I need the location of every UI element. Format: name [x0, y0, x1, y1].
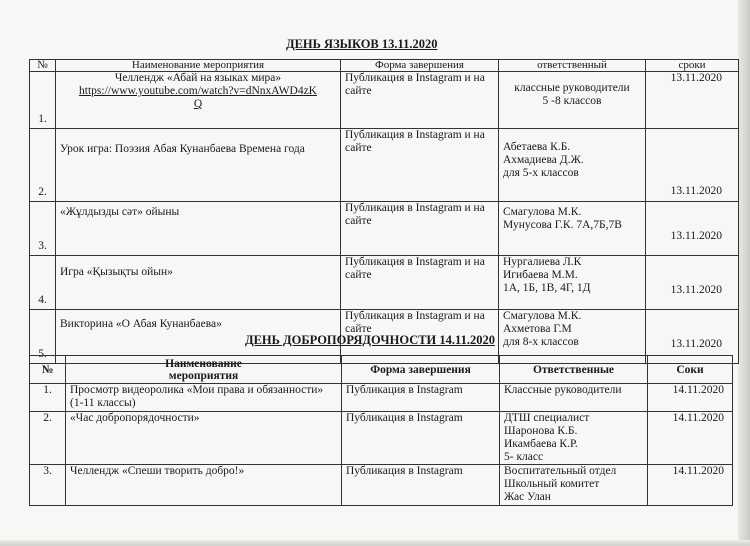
table-row: [30, 384, 733, 412]
responsible-line: Мунусова Г.К. 7А,7Б,7В: [503, 219, 622, 231]
row-number: 2.: [30, 129, 56, 202]
responsible-line: Жас Улан: [504, 491, 551, 503]
header-responsible: ответственный: [499, 60, 646, 72]
deadline: 13.11.2020: [646, 310, 739, 364]
deadline: 13.11.2020: [646, 72, 739, 129]
responsible-line: Шаронова К.Б.: [504, 425, 578, 437]
scan-edge-right: [738, 0, 750, 546]
completion-form: Публикация в Instagram и на сайте: [341, 310, 499, 364]
responsible-line: Игибаева М.М.: [503, 269, 578, 281]
responsible-line: Смагулова М.К.: [503, 206, 582, 218]
responsible-line: 5 -8 классов: [542, 95, 602, 107]
header-number: №: [30, 356, 66, 384]
header-event-name-line: Наименование: [165, 357, 242, 370]
row-number: 4.: [30, 256, 56, 310]
responsible-line: Воспитательный отдел: [504, 465, 617, 477]
event-name: «Жұлдызды сәт» ойыны: [56, 202, 341, 256]
responsible-line: 5- класс: [504, 451, 544, 463]
youtube-link[interactable]: https://www.youtube.com/watch?v=dNnxAWD4zK: [79, 85, 317, 97]
responsible: [499, 129, 646, 202]
row-number: 3.: [30, 465, 66, 506]
responsible-line: ДТШ специалист: [504, 412, 590, 424]
event-name: [56, 72, 341, 129]
responsible-line: для 8-х классов: [503, 336, 579, 348]
header-event-name: [66, 356, 342, 384]
section-title-integrity-day: ДЕНЬ ДОБРОПОРЯДОЧНОСТИ 14.11.2020: [245, 333, 495, 347]
row-number: 1.: [30, 384, 66, 412]
row-number: 2.: [30, 412, 66, 465]
row-number: 3.: [30, 202, 56, 256]
responsible-line: Икамбаева К.Р.: [504, 438, 578, 450]
table-row: [30, 465, 733, 506]
header-event-name: Наименование мероприятия: [56, 60, 341, 72]
responsible-line: Нургалиева Л.К: [503, 256, 582, 268]
completion-form: Публикация в Instagram: [342, 412, 500, 465]
row-number: 5.: [30, 310, 56, 364]
responsible-line: для 5-х классов: [503, 167, 579, 179]
responsible-line: Школьный комитет: [504, 478, 600, 490]
deadline: 13.11.2020: [646, 256, 739, 310]
completion-form: Публикация в Instagram и на сайте: [341, 72, 499, 129]
header-responsible: Ответственные: [500, 356, 648, 384]
deadline: 13.11.2020: [646, 129, 739, 202]
event-name: Челлендж «Спеши творить добро!»: [66, 465, 342, 506]
header-event-name-line: мероприятия: [168, 369, 239, 382]
responsible: [500, 412, 648, 465]
responsible: [499, 256, 646, 310]
responsible: [499, 202, 646, 256]
header-completion-form: Форма завершения: [341, 60, 499, 72]
deadline: 14.11.2020: [648, 465, 733, 506]
responsible-line: 1А, 1Б, 1В, 4Г, 1Д: [503, 282, 591, 294]
responsible: Классные руководители: [500, 384, 648, 412]
completion-form: Публикация в Instagram: [342, 465, 500, 506]
deadline: 14.11.2020: [648, 384, 733, 412]
header-completion-form: Форма завершения: [342, 356, 500, 384]
table-row: [30, 129, 739, 202]
responsible-line: Смагулова М.К.: [503, 310, 582, 322]
integrity-day-table: [29, 355, 733, 506]
table-header-row: [30, 356, 733, 384]
responsible-line: Ахмадиева Д.Ж.: [503, 154, 584, 166]
responsible: [500, 465, 648, 506]
responsible: [499, 72, 646, 129]
section-title-languages-day: ДЕНЬ ЯЗЫКОВ 13.11.2020: [286, 37, 438, 51]
youtube-link-end[interactable]: Q: [193, 98, 203, 110]
event-name: «Час добропорядочности»: [66, 412, 342, 465]
table-row: [30, 72, 739, 129]
row-number: 1.: [30, 72, 56, 129]
completion-form: Публикация в Instagram: [342, 384, 500, 412]
header-number: №: [30, 60, 56, 72]
event-name: Викторина «О Абая Кунанбаева»: [56, 310, 341, 364]
completion-form: Публикация в Instagram и на сайте: [341, 256, 499, 310]
completion-form: Публикация в Instagram и на сайте: [341, 202, 499, 256]
table-row: [30, 202, 739, 256]
event-name: Просмотр видеоролика «Мои права и обязанности» (1-11 классы): [66, 384, 342, 412]
responsible-line: Абетаева К.Б.: [503, 141, 571, 153]
event-name-text: Челлендж «Абай на языках мира»: [114, 72, 282, 84]
responsible-line: Ахметова Г.М: [503, 323, 572, 335]
header-deadline: Соки: [648, 356, 733, 384]
responsible-line: классные руководители: [514, 82, 630, 94]
header-deadline: сроки: [646, 60, 739, 72]
table-row: [30, 412, 733, 465]
languages-day-table: [29, 59, 739, 364]
table-header-row: [30, 60, 739, 72]
event-name: Урок игра: Поэзия Абая Кунанбаева Времена года: [56, 129, 341, 202]
table-row: [30, 256, 739, 310]
completion-form: Публикация в Instagram и на сайте: [341, 129, 499, 202]
scan-edge-bottom: [0, 540, 750, 546]
deadline: 14.11.2020: [648, 412, 733, 465]
event-name: Игра «Қызықты ойын»: [56, 256, 341, 310]
deadline: 13.11.2020: [646, 202, 739, 256]
